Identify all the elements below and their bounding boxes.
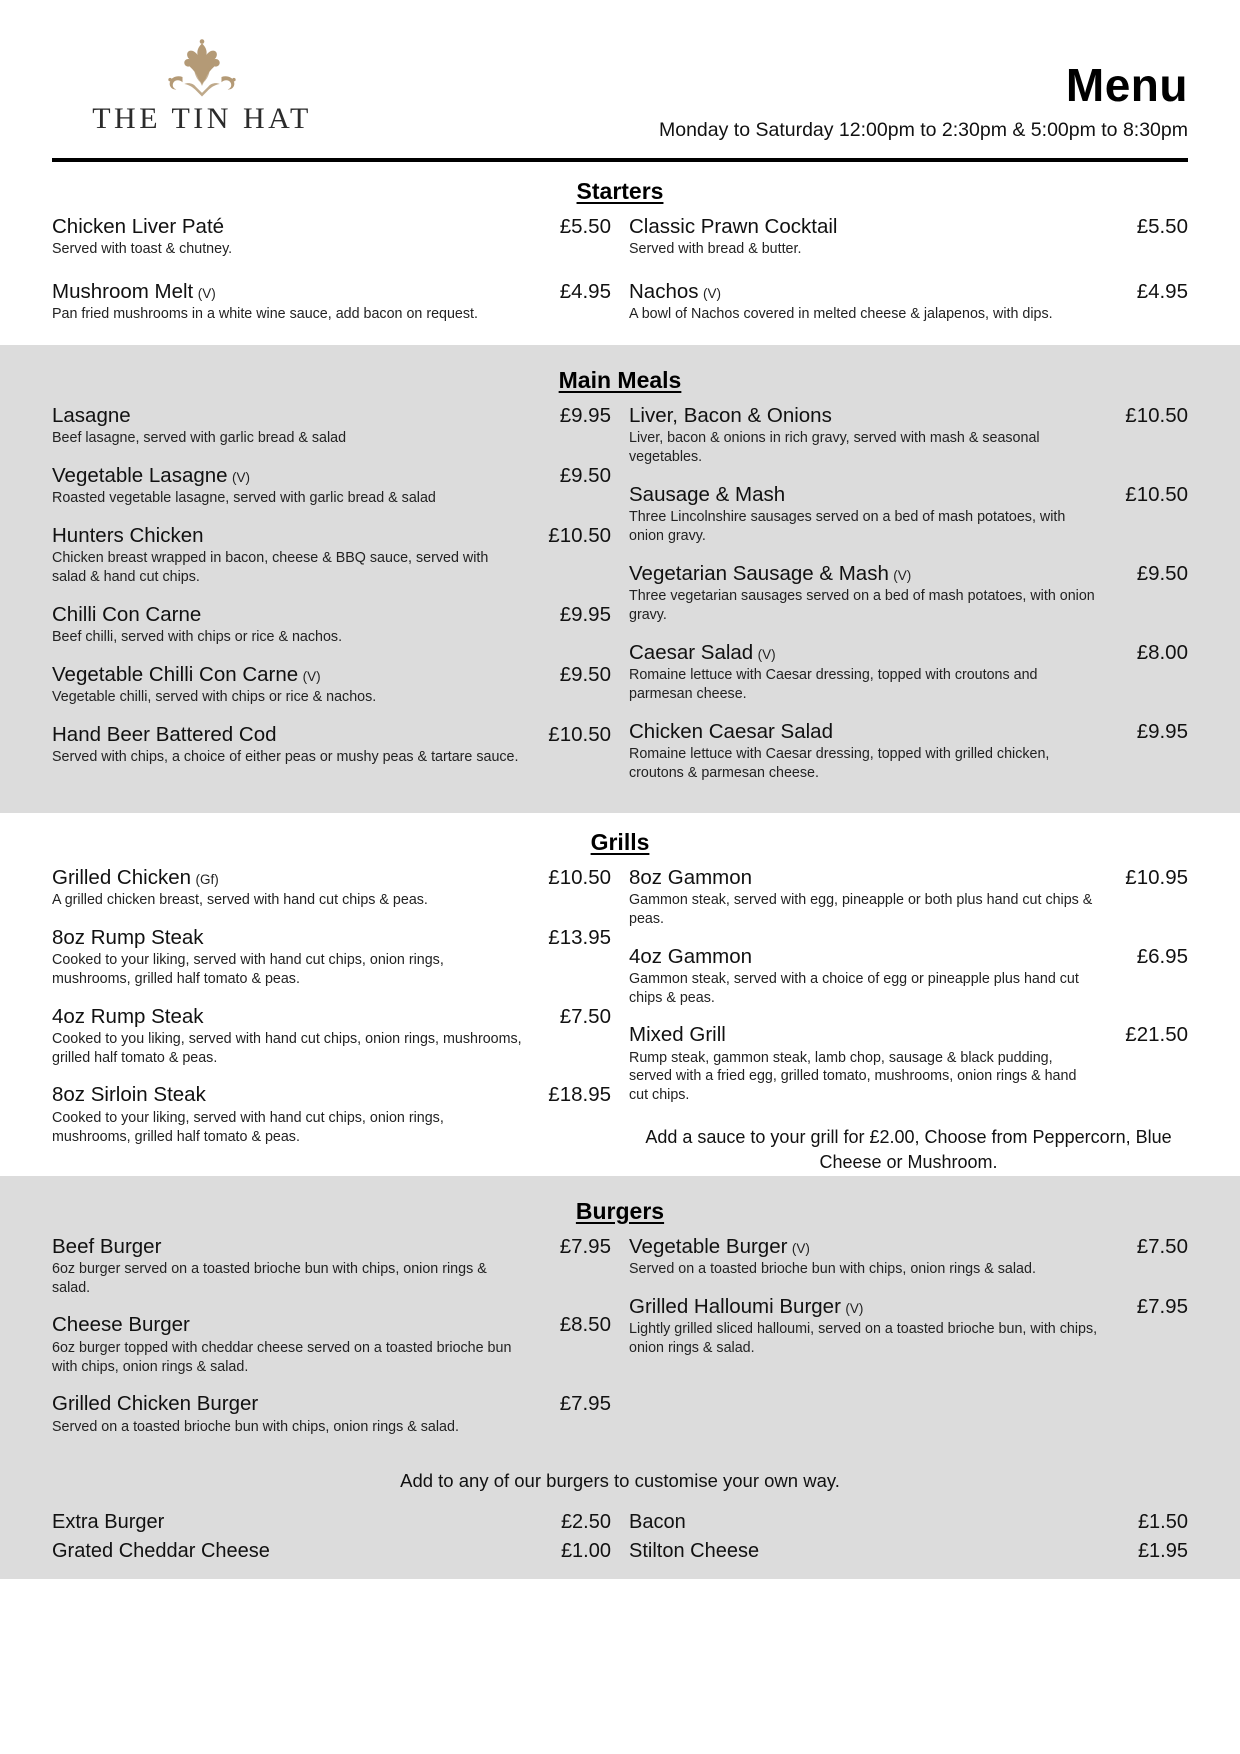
menu-item-name: Beef Burger — [52, 1234, 162, 1258]
menu-item-name-wrap — [52, 280, 216, 304]
menu-item — [52, 524, 611, 587]
menu-item-price: £4.95 — [559, 280, 611, 304]
menu-item-name-wrap — [629, 483, 785, 507]
menu-item-head — [52, 723, 611, 747]
menu-item-head — [52, 280, 611, 304]
menu-item-description: Romaine lettuce with Caesar dressing, topped with croutons and parmesan cheese. — [629, 667, 1038, 702]
dietary-tag: (Gf) — [195, 871, 219, 887]
menu-item-name: Nachos — [629, 280, 699, 304]
menu-item-head — [52, 1235, 611, 1259]
menu-item-name: 8oz Rump Steak — [52, 925, 204, 949]
menu-item — [52, 723, 611, 767]
addon-name: Bacon — [629, 1511, 686, 1534]
menu-item-name-wrap — [629, 945, 752, 969]
menu-item-name: Vegetarian Sausage & Mash — [629, 561, 889, 585]
menu-item-description: Vegetable chilli, served with chips or rice & nachos. — [52, 689, 377, 706]
menu-item-price: £5.50 — [1136, 215, 1188, 238]
restaurant-logo-text: THE TIN HAT — [92, 102, 312, 135]
menu-item-price: £7.95 — [1136, 1294, 1188, 1318]
menu-item-name-wrap — [629, 562, 911, 586]
menu-item-name: 8oz Gammon — [629, 865, 753, 889]
menu-section-grills — [0, 813, 1240, 1176]
menu-item-head — [629, 641, 1188, 665]
menu-item-price: £4.95 — [1136, 280, 1188, 304]
heraldic-crest-ornament-icon — [142, 38, 262, 100]
menu-item — [52, 663, 611, 707]
section-title: Burgers — [575, 1197, 665, 1224]
menu-item-price: £9.50 — [1136, 561, 1188, 585]
dietary-tag: (V) — [232, 470, 251, 486]
menu-item-price: £8.00 — [1136, 640, 1188, 664]
left-column — [52, 404, 611, 799]
menu-item-name-wrap — [629, 1023, 726, 1047]
menu-item-name-wrap — [629, 720, 833, 744]
menu-item-description: Served on a toasted brioche bun with chips, onion rings & salad. — [629, 1260, 1036, 1277]
menu-item-name-wrap — [52, 866, 219, 890]
menu-item-name-wrap — [52, 1005, 204, 1029]
menu-item-name: Grilled Chicken — [52, 865, 191, 889]
menu-item-name-wrap — [52, 1313, 190, 1337]
menu-item-description: Cooked to you liking, served with hand cut chips, onion rings, mushrooms, grilled half tomato & peas. — [52, 1030, 522, 1066]
left-column — [52, 866, 611, 1176]
menu-item-name: Mixed Grill — [629, 1023, 726, 1047]
menu-item-description: Roasted vegetable lasagne, served with garlic bread & salad — [52, 490, 436, 507]
menu-item — [629, 641, 1188, 704]
menu-item — [52, 1313, 611, 1376]
menu-item-name-wrap — [52, 1235, 161, 1259]
menu-item-head — [52, 866, 611, 890]
menu-item — [629, 1295, 1188, 1358]
menu-item-price: £10.50 — [548, 865, 611, 889]
menu-sections — [0, 162, 1240, 1579]
menu-item-name: 8oz Sirloin Steak — [52, 1083, 206, 1107]
dietary-tag: (V) — [197, 286, 216, 302]
menu-item — [629, 280, 1188, 324]
right-column — [629, 215, 1188, 345]
menu-item-description: Served with bread & butter. — [629, 241, 802, 258]
section-columns — [52, 1235, 1188, 1453]
menu-item-head — [629, 280, 1188, 304]
menu-item-name: Cheese Burger — [52, 1313, 190, 1337]
menu-item-price: £10.50 — [548, 723, 611, 747]
menu-item-price: £10.95 — [1125, 865, 1188, 889]
menu-item-description: Beef lasagne, served with garlic bread & salad — [52, 430, 347, 447]
menu-item-name: Chicken Liver Paté — [52, 215, 225, 238]
menu-item-head — [629, 1023, 1188, 1047]
menu-item — [52, 464, 611, 508]
menu-item-name: Classic Prawn Cocktail — [629, 215, 838, 238]
menu-item-head — [52, 404, 611, 428]
menu-item — [629, 404, 1188, 467]
menu-item-price: £8.50 — [559, 1313, 611, 1337]
menu-item-head — [52, 1083, 611, 1107]
menu-item-price: £6.95 — [1136, 944, 1188, 968]
menu-item-head — [629, 866, 1188, 890]
menu-item-name: Liver, Bacon & Onions — [629, 404, 832, 428]
addon-row — [52, 1508, 611, 1536]
menu-item-description: Cooked to your liking, served with hand cut chips, onion rings, mushrooms, grilled half tomato & peas. — [52, 951, 444, 987]
addon-price: £1.00 — [560, 1539, 611, 1562]
menu-item-description: Served with chips, a choice of either peas or mushy peas & tartare sauce. — [52, 749, 519, 766]
addon-row — [629, 1508, 1188, 1536]
menu-item — [52, 1392, 611, 1436]
dietary-tag: (V) — [893, 567, 912, 583]
dietary-tag: (V) — [702, 286, 721, 302]
menu-item — [629, 215, 1188, 259]
burger-addons — [52, 1506, 1188, 1565]
addon-price: £1.50 — [1137, 1511, 1188, 1534]
menu-item-name-wrap — [629, 280, 721, 304]
section-columns — [52, 404, 1188, 799]
addon-row — [629, 1537, 1188, 1565]
customise-note: Add to any of our burgers to customise your own way. — [400, 1470, 840, 1492]
menu-item-head — [629, 1295, 1188, 1319]
menu-item — [52, 926, 611, 989]
menu-item-name: Vegetable Burger — [629, 1234, 788, 1258]
menu-item-price: £21.50 — [1125, 1023, 1188, 1047]
menu-item — [52, 603, 611, 647]
right-column — [629, 404, 1188, 799]
menu-item-name-wrap — [629, 404, 832, 428]
sauce-upsell-note: Add a sauce to your grill for £2.00, Choose from Peppercorn, Blue Cheese or Mushroom. — [645, 1127, 1172, 1173]
menu-item-description: Cooked to your liking, served with hand cut chips, onion rings, mushrooms, grilled half tomato & peas. — [52, 1109, 444, 1145]
menu-section-burgers — [0, 1176, 1240, 1580]
menu-item-name: Lasagne — [52, 404, 131, 428]
addons-right-column — [629, 1508, 1188, 1565]
menu-item-price: £10.50 — [548, 524, 611, 548]
menu-item-name: 4oz Gammon — [629, 944, 753, 968]
menu-item — [52, 215, 611, 259]
menu-item — [629, 945, 1188, 1008]
menu-item-name: Sausage & Mash — [629, 483, 786, 506]
menu-item — [52, 1235, 611, 1298]
menu-item-head — [52, 926, 611, 950]
section-title: Starters — [576, 178, 664, 204]
menu-item-description: Served with toast & chutney. — [52, 241, 233, 258]
menu-item-head — [52, 1313, 611, 1337]
addon-name: Extra Burger — [52, 1511, 165, 1534]
menu-item-name: Caesar Salad — [629, 640, 754, 664]
menu-item-name-wrap — [52, 524, 204, 548]
menu-item-description: Chicken breast wrapped in bacon, cheese & BBQ sauce, served with salad & hand cut chips. — [52, 550, 489, 586]
menu-item-head — [629, 483, 1188, 507]
menu-item-price: £7.95 — [559, 1234, 611, 1258]
page-title: Menu — [1065, 58, 1188, 111]
menu-item-description: A bowl of Nachos covered in melted cheese & jalapenos, with dips. — [629, 306, 1053, 323]
menu-item-price: £9.95 — [559, 603, 611, 627]
right-column — [629, 866, 1188, 1176]
menu-item — [52, 866, 611, 910]
menu-item — [52, 1005, 611, 1068]
addons-left-column — [52, 1508, 611, 1565]
menu-section-starters — [0, 162, 1240, 345]
menu-item-price: £7.50 — [559, 1004, 611, 1028]
header-right-block — [352, 58, 1188, 150]
menu-item-description: 6oz burger topped with cheddar cheese served on a toasted brioche bun with chips, onion rings & salad. — [52, 1339, 512, 1375]
menu-item-price: £5.50 — [559, 215, 611, 238]
menu-item-description: Three Lincolnshire sausages served on a bed of mash potatoes, with onion gravy. — [629, 509, 1066, 545]
menu-item — [629, 866, 1188, 929]
menu-item-name-wrap — [52, 1083, 206, 1107]
dietary-tag: (V) — [302, 669, 321, 685]
menu-item-price: £10.50 — [1125, 483, 1188, 506]
menu-item — [629, 562, 1188, 625]
opening-hours: Monday to Saturday 12:00pm to 2:30pm & 5:00pm to 8:30pm — [659, 119, 1188, 141]
dietary-tag: (V) — [845, 1300, 864, 1316]
menu-item-description: Rump steak, gammon steak, lamb chop, sausage & black pudding, served with a fried egg, grilled tomato, mushrooms, onion rings & hand cut chips. — [629, 1049, 1077, 1104]
menu-item-description: Gammon steak, served with a choice of egg or pineapple plus hand cut chips & peas. — [629, 970, 1079, 1006]
menu-item-description: Romaine lettuce with Caesar dressing, topped with grilled chicken, croutons & parmesan cheese. — [629, 745, 1050, 781]
right-column — [629, 1235, 1188, 1453]
menu-item-price: £7.95 — [559, 1392, 611, 1416]
menu-item-description: Lightly grilled sliced halloumi, served on a toasted brioche bun, with chips, onion rings & salad. — [629, 1320, 1098, 1356]
menu-item-name: 4oz Rump Steak — [52, 1004, 204, 1028]
menu-item-name-wrap — [629, 1295, 863, 1319]
menu-item-name: Hunters Chicken — [52, 524, 204, 548]
menu-item-description: 6oz burger served on a toasted brioche bun with chips, onion rings & salad. — [52, 1260, 487, 1296]
menu-item-name-wrap — [52, 215, 224, 239]
left-column — [52, 215, 611, 345]
menu-item-price: £18.95 — [548, 1083, 611, 1107]
menu-item-name-wrap — [52, 926, 204, 950]
dietary-tag: (V) — [757, 646, 776, 662]
menu-item-name: Grilled Halloumi Burger — [629, 1294, 841, 1318]
addon-name: Grated Cheddar Cheese — [52, 1539, 270, 1562]
menu-item-name: Mushroom Melt — [52, 280, 194, 304]
section-title: Main Meals — [558, 367, 682, 394]
section-columns — [52, 215, 1188, 345]
menu-item-description: A grilled chicken breast, served with hand cut chips & peas. — [52, 891, 428, 908]
menu-item — [629, 720, 1188, 783]
menu-item-name-wrap — [629, 866, 752, 890]
menu-item-head — [52, 663, 611, 687]
section-title: Grills — [590, 828, 650, 855]
menu-item-price: £9.50 — [559, 663, 611, 687]
addon-row — [52, 1537, 611, 1565]
menu-item-head — [52, 603, 611, 627]
menu-item-head — [629, 562, 1188, 586]
menu-item-head — [629, 1235, 1188, 1259]
menu-item — [629, 483, 1188, 546]
menu-item-price: £7.50 — [1136, 1234, 1188, 1258]
menu-item-head — [629, 720, 1188, 744]
menu-item-name: Grilled Chicken Burger — [52, 1392, 259, 1416]
menu-item-description: Served on a toasted brioche bun with chips, onion rings & salad. — [52, 1418, 459, 1435]
menu-item-description: Three vegetarian sausages served on a bed of mash potatoes, with onion gravy. — [629, 588, 1095, 623]
addon-price: £1.95 — [1137, 1539, 1188, 1562]
page-header — [0, 0, 1240, 150]
menu-item-head — [629, 404, 1188, 428]
menu-item — [52, 404, 611, 448]
menu-item-name: Vegetable Lasagne — [52, 464, 228, 488]
menu-item-name-wrap — [629, 641, 776, 665]
dietary-tag: (V) — [791, 1240, 810, 1256]
menu-item-head — [52, 524, 611, 548]
menu-item-description: Pan fried mushrooms in a white wine sauce, add bacon on request. — [52, 306, 478, 323]
addon-name: Stilton Cheese — [629, 1539, 760, 1562]
menu-item-price: £13.95 — [548, 925, 611, 949]
menu-item-name-wrap — [52, 603, 201, 627]
menu-item-name-wrap — [52, 1392, 258, 1416]
addon-price: £2.50 — [560, 1511, 611, 1534]
menu-item-head — [52, 464, 611, 488]
menu-item-name-wrap — [629, 215, 837, 239]
menu-item-head — [629, 215, 1188, 239]
menu-item-head — [52, 215, 611, 239]
section-columns — [52, 866, 1188, 1176]
menu-item-name-wrap — [52, 663, 321, 687]
menu-item — [629, 1235, 1188, 1279]
menu-item-name: Hand Beer Battered Cod — [52, 723, 277, 747]
restaurant-logo — [52, 38, 352, 150]
menu-item-description: Gammon steak, served with egg, pineapple or both plus hand cut chips & peas. — [629, 891, 1093, 927]
menu-item-head — [629, 945, 1188, 969]
menu-item-name: Chilli Con Carne — [52, 603, 202, 627]
menu-item-price: £10.50 — [1125, 404, 1188, 428]
menu-item-description: Liver, bacon & onions in rich gravy, served with mash & seasonal vegetables. — [629, 430, 1040, 466]
menu-item-name: Vegetable Chilli Con Carne — [52, 663, 299, 687]
menu-item-name-wrap — [629, 1235, 810, 1259]
menu-item-price: £9.95 — [559, 404, 611, 428]
menu-item-name-wrap — [52, 404, 131, 428]
menu-item-price: £9.50 — [559, 464, 611, 488]
menu-item — [52, 1083, 611, 1146]
menu-item-description: Beef chilli, served with chips or rice & nachos. — [52, 629, 343, 646]
menu-item-name-wrap — [52, 464, 250, 488]
left-column — [52, 1235, 611, 1453]
menu-item-name: Chicken Caesar Salad — [629, 719, 833, 743]
menu-item-head — [52, 1005, 611, 1029]
menu-item-name-wrap — [52, 723, 277, 747]
menu-section-main-meals — [0, 345, 1240, 813]
menu-item — [629, 1023, 1188, 1105]
menu-item-head — [52, 1392, 611, 1416]
menu-item-price: £9.95 — [1136, 719, 1188, 743]
menu-item — [52, 280, 611, 324]
